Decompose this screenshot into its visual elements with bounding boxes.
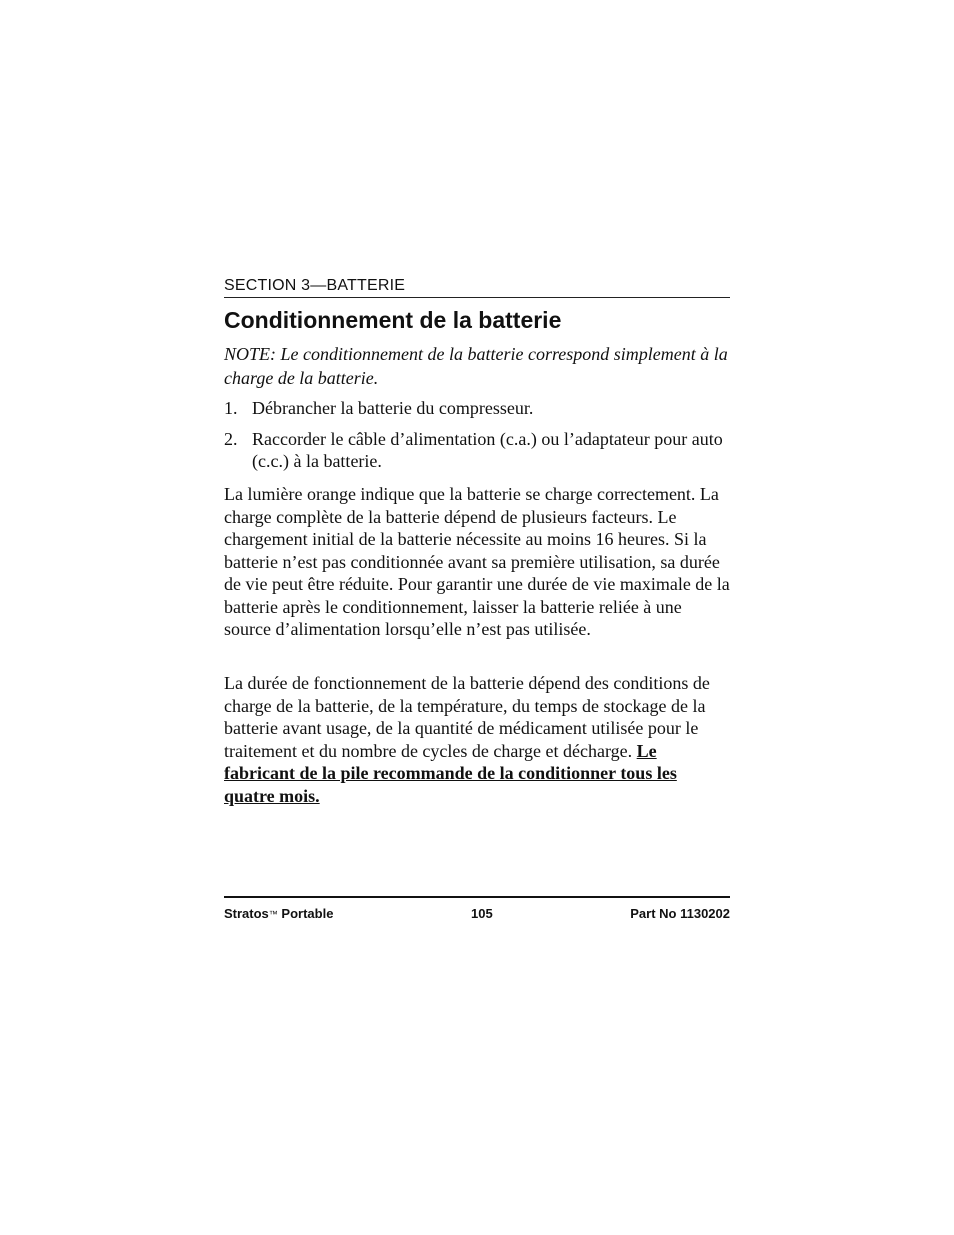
page-footer [224,896,730,922]
steps-list [224,397,730,481]
manufacturer-recommendation: Le fabricant de la pile recommande de la conditionner tous les quatre mois. [224,740,677,806]
step-number: 2. [224,428,238,449]
footer-product [224,906,333,922]
paragraph-charging: La lumière orange indique que la batterie se charge correctement. La charge complète de la batterie dépend de plusieurs facteurs. Le chargement initial de la batterie nécessite au moins 16 heures. Si la batterie n’est pas conditionnée avant sa première utilisation, sa durée de vie peut être réduite. Pour garantir une durée de vie maximale de la batterie après le conditionnement, laisser la batterie reliée à une source d’alimentation lorsqu’elle n’est pas utilisée. [224,484,730,639]
part-number: Part No 1130202 [630,906,730,921]
note-text: NOTE: Le conditionnement de la batterie correspond simplement à la charge de la batterie. [224,344,728,388]
product-name: Stratos [224,906,269,921]
list-item [224,397,730,420]
paragraph-duration-text: La durée de fonctionnement de la batterie dépend des conditions de charge de la batterie, de la température, du temps de stockage de la batterie avant usage, de la quantité de médicament utilisée pour le traitement et du nombre de cycles de charge et décharge. [224,673,710,761]
trademark-symbol: ™ [268,909,278,919]
page-number: 105 [471,906,493,921]
paragraph-duration [224,672,730,807]
page-title: Conditionnement de la batterie [224,307,562,333]
step-number: 1. [224,398,238,418]
list-item [224,428,730,473]
section-header: SECTION 3—BATTERIE [224,276,730,298]
step-text: Raccorder le câble d’alimentation (c.a.) ou l’adaptateur pour auto (c.c.) à la batterie. [252,428,723,471]
step-text: Débrancher la batterie du compresseur. [252,398,534,418]
product-suffix: Portable [281,906,334,921]
